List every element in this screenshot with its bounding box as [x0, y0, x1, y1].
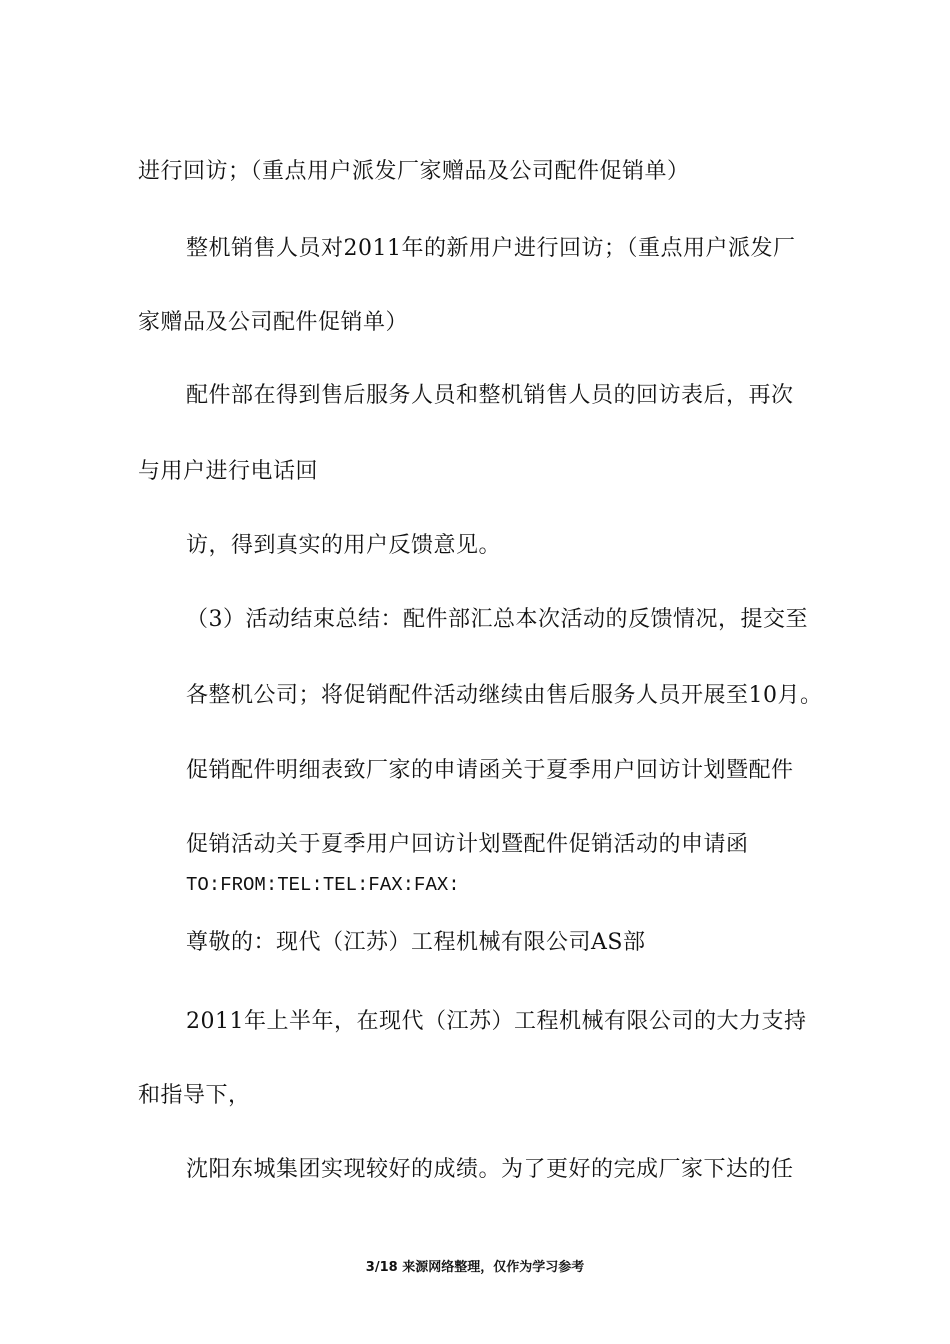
text-line: 配件部在得到售后服务人员和整机销售人员的回访表后，再次 [186, 383, 794, 408]
text-line: 各整机公司；将促销配件活动继续由售后服务人员开展至10月。 [186, 683, 823, 708]
text-line: 促销配件明细表致厂家的申请函关于夏季用户回访计划暨配件 [186, 758, 794, 783]
text-line: 访，得到真实的用户反馈意见。 [186, 533, 502, 558]
text-line: 沈阳东城集团实现较好的成绩。为了更好的完成厂家下达的任 [186, 1157, 794, 1182]
salutation-line: 尊敬的：现代（江苏）工程机械有限公司AS部 [186, 930, 646, 955]
text-line: 进行回访；（重点用户派发厂家赠品及公司配件促销单） [138, 159, 690, 184]
contact-fields-line: TO:FROM:TEL:TEL:FAX:FAX: [186, 874, 460, 896]
text-line: 家赠品及公司配件促销单） [138, 310, 409, 335]
text-line: 整机销售人员对2011年的新用户进行回访；（重点用户派发厂 [186, 236, 796, 261]
page-footer: 3/18 来源网络整理，仅作为学习参考 [365, 1260, 585, 1275]
text-line: 与用户进行电话回 [138, 459, 319, 484]
text-line: 2011年上半年，在现代（江苏）工程机械有限公司的大力支持 [186, 1009, 807, 1034]
text-line: 和指导下， [138, 1083, 251, 1108]
text-line: （3）活动结束总结：配件部汇总本次活动的反馈情况，提交至 [186, 607, 808, 632]
text-line: 促销活动关于夏季用户回访计划暨配件促销活动的申请函 [186, 832, 749, 857]
